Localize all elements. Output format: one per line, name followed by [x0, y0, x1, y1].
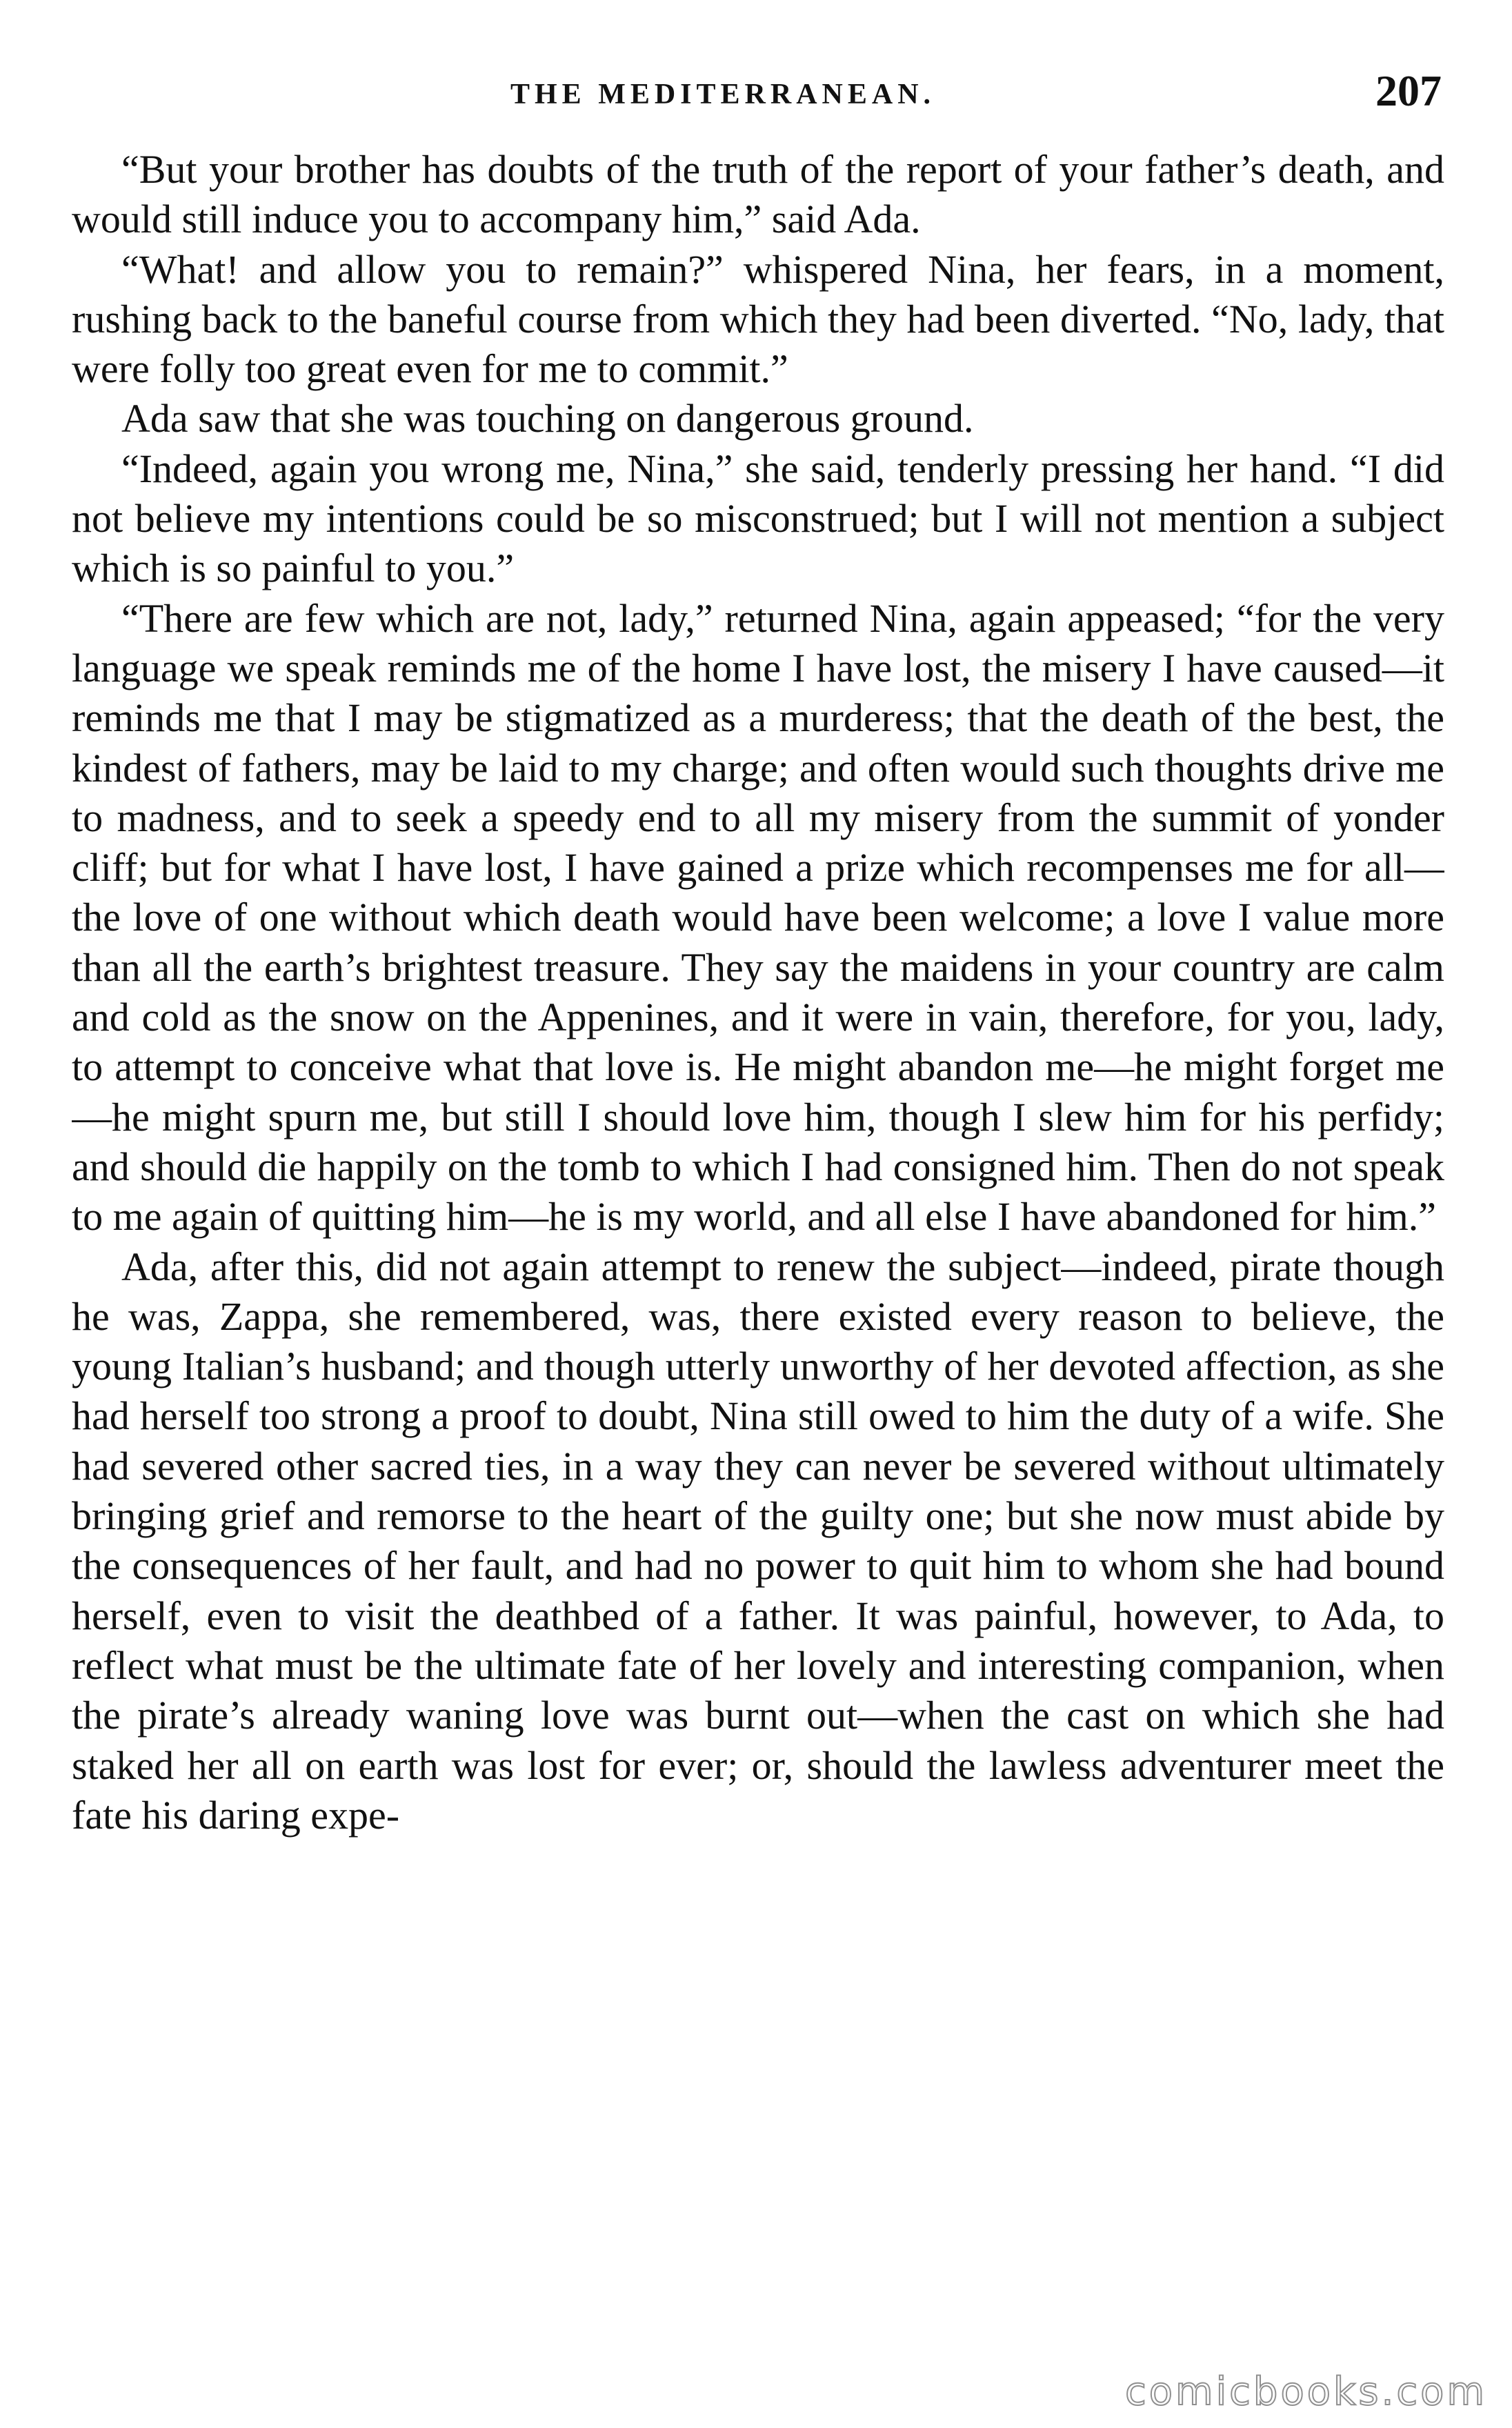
paragraph: “There are few which are not, lady,” returned Nina, again appeased; “for the very language we speak reminds me of the home I have lost, the misery I have caused—it reminds me that I may be stigmatized as a murderess; that the death of the best, the kindest of fathers, may be laid to my charge; and often would such thoughts drive me to madness, and to seek a speedy end to all my misery from the summit of yonder cliff; but for what I have lost, I have gained a prize which recompenses me for all—the love of one without which death would have been welcome; a love I value more than all the earth’s brightest treasure. They say the maidens in your country are calm and cold as the snow on the Appenines, and it were in vain, therefore, for you, lady, to attempt to conceive what that love is. He might abandon me—he might forget me—he might spurn me, but still I should love him, though I slew him for his perfidy; and should die happily on the tomb to which I had consigned him. Then do not speak to me again of quitting him—he is my world, and all else I have abandoned for him.”	[72, 595, 1444, 1240]
running-title: THE MEDITERRANEAN.	[510, 79, 936, 110]
page-number: 207	[1375, 66, 1442, 115]
paragraph: Ada saw that she was touching on dangerous ground.	[121, 396, 974, 441]
paragraph: “Indeed, again you wrong me, Nina,” she said, tenderly pressing her hand. “I did not believe my intentions could be so misconstrued; but I will not mention a subject which is so painful to you.”	[72, 446, 1444, 591]
page-header	[69, 66, 1442, 141]
paragraph: Ada, after this, did not again attempt to renew the subject—indeed, pirate though he was, Zappa, she remembered, was, there existed every reason to believe, the young Italian’s husband; and though utterly unworthy of her devoted affection, as she had herself too strong a proof to doubt, Nina still owed to him the duty of a wife. She had severed other sacred ties, in a way they can never be severed without ultimately bringing grief and remorse to the heart of the guilty one; but she now must abide by the consequences of her fault, and had no power to quit him to whom she had bound herself, even to visit the deathbed of a father. It was painful, however, to Ada, to reflect what must be the ultimate fate of her lovely and interesting companion, when the pirate’s already waning love was burnt out—when the cast on which she had staked her all on earth was lost for ever; or, should the lawless adventurer meet the fate his daring expe-	[72, 1244, 1444, 1838]
paragraph: “What! and allow you to remain?” whispered Nina, her fears, in a moment, rushing back to the baneful course from which they had been diverted. “No, lady, that were folly too great even for me to commit.”	[72, 246, 1444, 392]
paragraph: “But your brother has doubts of the truth of the report of your father’s death, and would still induce you to accompany him,” said Ada.	[72, 147, 1444, 242]
watermark: comicbooks.com	[1124, 2369, 1487, 2414]
body-text	[72, 145, 1444, 2338]
